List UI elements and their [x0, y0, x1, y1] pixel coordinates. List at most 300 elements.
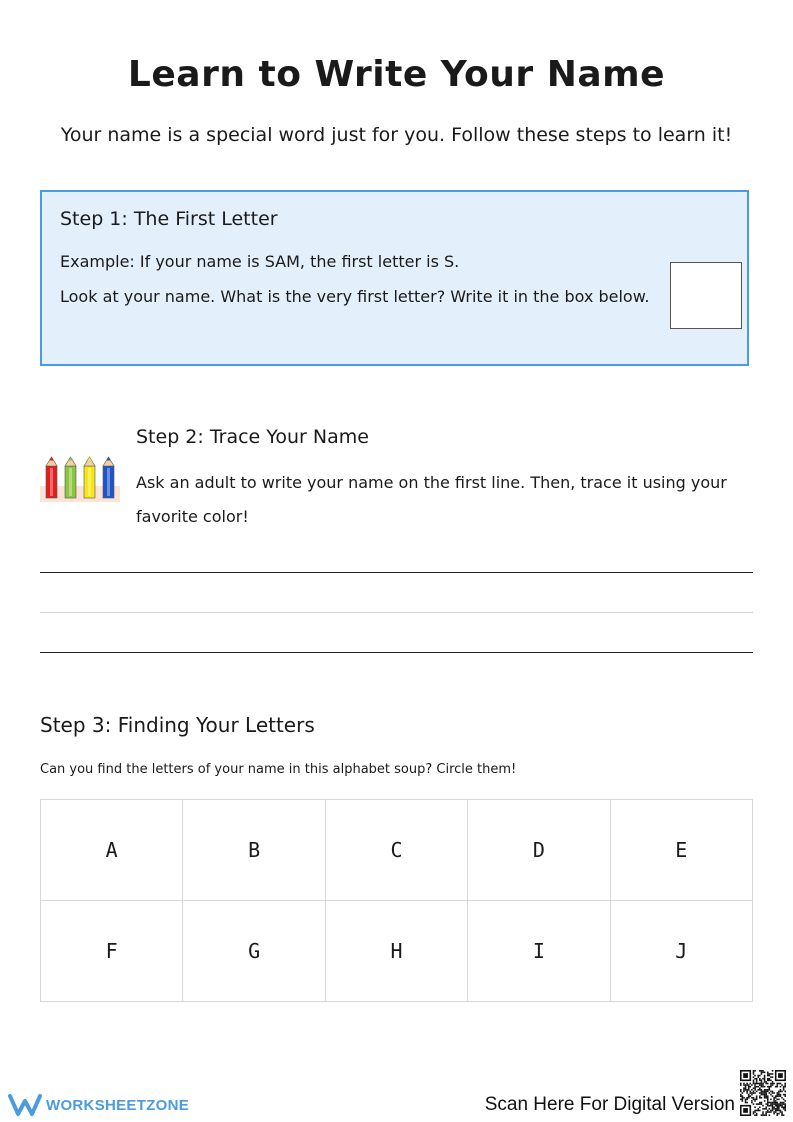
- qr-module: [772, 1083, 774, 1085]
- qr-module: [742, 1097, 744, 1099]
- qr-module: [759, 1080, 761, 1082]
- letter-cell[interactable]: B: [183, 800, 325, 901]
- qr-module: [746, 1097, 748, 1099]
- qr-module: [761, 1081, 763, 1083]
- qr-module: [784, 1106, 786, 1108]
- qr-module: [773, 1106, 775, 1108]
- first-letter-box[interactable]: [670, 262, 742, 329]
- qr-module: [745, 1084, 747, 1086]
- qr-module: [759, 1110, 761, 1112]
- step1-section: [40, 190, 749, 366]
- letter-cell[interactable]: J: [610, 901, 752, 1002]
- qr-module: [756, 1095, 758, 1097]
- trace-line-dashed: [40, 612, 753, 613]
- alphabet-soup-grid: [40, 799, 753, 1002]
- qr-module: [784, 1083, 786, 1085]
- qr-module: [759, 1084, 761, 1086]
- qr-module: [745, 1100, 747, 1102]
- qr-module: [776, 1105, 778, 1107]
- qr-module: [743, 1073, 748, 1078]
- qr-module: [767, 1102, 769, 1104]
- qr-module: [764, 1091, 766, 1093]
- qr-module: [764, 1092, 766, 1094]
- qr-module: [764, 1078, 766, 1080]
- qr-module: [778, 1073, 783, 1078]
- qr-module: [778, 1099, 780, 1101]
- qr-module: [772, 1091, 774, 1093]
- qr-module: [764, 1097, 766, 1099]
- qr-module: [769, 1114, 771, 1116]
- qr-module: [753, 1092, 755, 1094]
- qr-module: [780, 1103, 782, 1105]
- qr-module: [742, 1092, 744, 1094]
- qr-module: [748, 1084, 750, 1086]
- qr-module: [756, 1086, 758, 1088]
- qr-module: [743, 1108, 748, 1113]
- qr-module: [761, 1097, 763, 1099]
- qr-module: [783, 1106, 785, 1108]
- qr-module: [776, 1092, 778, 1094]
- qr-module: [746, 1102, 748, 1104]
- qr-module: [762, 1108, 764, 1110]
- qr-module: [781, 1105, 783, 1107]
- qr-module: [769, 1073, 771, 1075]
- qr-module: [767, 1086, 769, 1088]
- qr-module: [764, 1100, 766, 1102]
- qr-module: [770, 1103, 772, 1105]
- qr-module: [753, 1097, 755, 1099]
- qr-module: [767, 1097, 769, 1099]
- qr-module: [776, 1114, 778, 1116]
- qr-module: [784, 1108, 786, 1110]
- qr-module: [748, 1095, 750, 1097]
- qr-module: [781, 1103, 783, 1105]
- qr-module: [753, 1076, 755, 1078]
- qr-module: [764, 1094, 766, 1096]
- qr-module: [769, 1092, 771, 1094]
- step2-instruction: Ask an adult to write your name on the first line. Then, trace it using your favorite color!: [136, 473, 727, 526]
- qr-module: [762, 1094, 764, 1096]
- qr-module: [751, 1102, 753, 1104]
- qr-module: [753, 1091, 755, 1093]
- qr-module: [759, 1083, 761, 1085]
- qr-module: [753, 1072, 755, 1074]
- qr-module: [775, 1103, 777, 1105]
- step3-heading: Step 3: Finding Your Letters: [40, 713, 315, 737]
- qr-module: [759, 1089, 761, 1091]
- qr-module: [778, 1110, 780, 1112]
- qr-module: [775, 1105, 777, 1107]
- qr-module: [759, 1092, 761, 1094]
- qr-module: [750, 1095, 752, 1097]
- step1-example: Example: If your name is SAM, the first letter is S.: [60, 252, 460, 271]
- qr-module: [764, 1095, 766, 1097]
- qr-module: [780, 1095, 782, 1097]
- qr-module: [746, 1083, 748, 1085]
- qr-module: [770, 1084, 772, 1086]
- worksheetzone-logo[interactable]: [8, 1092, 189, 1118]
- qr-module: [767, 1089, 769, 1091]
- letter-cell[interactable]: C: [325, 800, 467, 901]
- qr-module: [750, 1086, 752, 1088]
- qr-module: [764, 1089, 766, 1091]
- qr-module: [769, 1089, 771, 1091]
- qr-module: [767, 1095, 769, 1097]
- qr-module: [775, 1111, 777, 1113]
- qr-module: [784, 1091, 786, 1093]
- qr-module: [765, 1091, 767, 1093]
- qr-module: [764, 1086, 766, 1088]
- qr-module: [765, 1092, 767, 1094]
- qr-module: [757, 1075, 759, 1077]
- qr-module: [753, 1070, 755, 1072]
- qr-module: [784, 1110, 786, 1112]
- qr-module: [781, 1084, 783, 1086]
- qr-module: [757, 1083, 759, 1085]
- qr-module: [772, 1084, 774, 1086]
- qr-module: [780, 1111, 782, 1113]
- qr-module: [767, 1080, 769, 1082]
- qr-module: [773, 1100, 775, 1102]
- qr-module: [748, 1097, 750, 1099]
- qr-module: [750, 1092, 752, 1094]
- qr-module: [757, 1108, 759, 1110]
- qr-module: [775, 1108, 777, 1110]
- qr-module: [776, 1113, 778, 1115]
- qr-module: [770, 1110, 772, 1112]
- qr-module: [761, 1103, 763, 1105]
- qr-module: [762, 1092, 764, 1094]
- qr-module: [745, 1087, 747, 1089]
- qr-module: [764, 1075, 766, 1077]
- qr-module: [753, 1099, 755, 1101]
- qr-module: [773, 1103, 775, 1105]
- qr-module: [772, 1106, 774, 1108]
- qr-module: [746, 1089, 748, 1091]
- trace-line-top[interactable]: [40, 572, 753, 573]
- qr-module: [772, 1073, 774, 1075]
- qr-module: [759, 1106, 761, 1108]
- qr-module: [781, 1097, 783, 1099]
- qr-module: [757, 1103, 759, 1105]
- qr-module: [756, 1097, 758, 1099]
- qr-module: [765, 1094, 767, 1096]
- qr-module: [746, 1091, 748, 1093]
- qr-module: [759, 1103, 761, 1105]
- qr-module: [753, 1111, 755, 1113]
- step1-heading: Step 1: The First Letter: [60, 208, 278, 230]
- qr-module: [775, 1102, 777, 1104]
- qr-module: [762, 1078, 764, 1080]
- qr-module: [778, 1108, 780, 1110]
- qr-module: [780, 1089, 782, 1091]
- qr-module: [762, 1091, 764, 1093]
- letter-cell[interactable]: D: [468, 800, 610, 901]
- scan-caption: Scan Here For Digital Version: [484, 1094, 735, 1115]
- qr-module: [769, 1078, 771, 1080]
- letter-cell[interactable]: F: [41, 901, 183, 1002]
- qr-module: [770, 1073, 772, 1075]
- trace-line-bottom[interactable]: [40, 652, 753, 653]
- qr-module: [761, 1080, 763, 1082]
- qr-module: [784, 1095, 786, 1097]
- qr-module: [770, 1091, 772, 1093]
- qr-module: [772, 1110, 774, 1112]
- qr-module: [775, 1100, 777, 1102]
- qr-module: [772, 1103, 774, 1105]
- qr-module: [742, 1099, 744, 1101]
- table-row: [41, 800, 753, 901]
- qr-module: [765, 1081, 767, 1083]
- qr-module: [780, 1110, 782, 1112]
- qr-module: [776, 1102, 778, 1104]
- qr-module: [765, 1089, 767, 1091]
- qr-module: [769, 1111, 771, 1113]
- qr-module: [767, 1072, 769, 1074]
- colored-pencils-icon: [40, 456, 120, 504]
- qr-module: [756, 1113, 758, 1115]
- qr-module: [767, 1103, 769, 1105]
- qr-module: [765, 1097, 767, 1099]
- qr-module: [773, 1083, 775, 1085]
- qr-module: [775, 1097, 777, 1099]
- qr-module: [753, 1113, 755, 1115]
- qr-module: [783, 1087, 785, 1089]
- qr-module: [781, 1091, 783, 1093]
- qr-module: [767, 1078, 769, 1080]
- qr-module: [748, 1087, 750, 1089]
- qr-module: [762, 1113, 764, 1115]
- qr-module: [751, 1094, 753, 1096]
- qr-module: [784, 1084, 786, 1086]
- qr-module: [761, 1070, 763, 1072]
- qr-module: [780, 1102, 782, 1104]
- qr-module: [740, 1083, 742, 1085]
- qr-module: [754, 1089, 756, 1091]
- qr-module: [776, 1099, 778, 1101]
- qr-module: [765, 1113, 767, 1115]
- qr-module: [753, 1103, 755, 1105]
- qr-module: [764, 1114, 766, 1116]
- qr-code-icon[interactable]: [740, 1070, 786, 1116]
- qr-module: [756, 1099, 758, 1101]
- qr-module: [745, 1086, 747, 1088]
- qr-module: [770, 1080, 772, 1082]
- qr-module: [743, 1083, 745, 1085]
- qr-module: [764, 1076, 766, 1078]
- qr-module: [769, 1075, 771, 1077]
- qr-module: [770, 1102, 772, 1104]
- qr-module: [751, 1097, 753, 1099]
- qr-module: [740, 1089, 742, 1091]
- qr-module: [783, 1102, 785, 1104]
- qr-module: [743, 1089, 745, 1091]
- qr-module: [762, 1105, 764, 1107]
- qr-module: [761, 1102, 763, 1104]
- qr-module: [764, 1072, 766, 1074]
- page-title: Learn to Write Your Name: [127, 54, 666, 95]
- qr-module: [754, 1100, 756, 1102]
- qr-module: [783, 1094, 785, 1096]
- qr-module: [770, 1083, 772, 1085]
- qr-module: [753, 1073, 755, 1075]
- qr-module: [765, 1106, 767, 1108]
- qr-module: [773, 1099, 775, 1101]
- qr-module: [764, 1081, 766, 1083]
- qr-module: [775, 1086, 777, 1088]
- qr-module: [769, 1108, 771, 1110]
- qr-module: [745, 1099, 747, 1101]
- qr-module: [780, 1094, 782, 1096]
- qr-module: [762, 1083, 764, 1085]
- qr-module: [751, 1084, 753, 1086]
- qr-module: [772, 1081, 774, 1083]
- qr-module: [751, 1092, 753, 1094]
- qr-module: [757, 1110, 759, 1112]
- qr-module: [746, 1084, 748, 1086]
- logo-w-icon: [8, 1093, 42, 1117]
- qr-module: [770, 1094, 772, 1096]
- qr-module: [783, 1103, 785, 1105]
- letter-cell[interactable]: H: [325, 901, 467, 1002]
- qr-module: [761, 1089, 763, 1091]
- qr-module: [750, 1083, 752, 1085]
- qr-module: [773, 1102, 775, 1104]
- qr-module: [784, 1086, 786, 1088]
- qr-module: [767, 1073, 769, 1075]
- qr-module: [756, 1110, 758, 1112]
- qr-module: [756, 1080, 758, 1082]
- qr-module: [781, 1106, 783, 1108]
- step2-heading: Step 2: Trace Your Name: [136, 426, 369, 448]
- qr-module: [762, 1072, 764, 1074]
- qr-module: [754, 1075, 756, 1077]
- qr-module: [772, 1102, 774, 1104]
- qr-module: [767, 1091, 769, 1093]
- qr-module: [783, 1108, 785, 1110]
- qr-module: [776, 1083, 778, 1085]
- qr-module: [772, 1105, 774, 1107]
- qr-module: [776, 1095, 778, 1097]
- qr-module: [764, 1108, 766, 1110]
- qr-module: [765, 1083, 767, 1085]
- qr-module: [743, 1091, 745, 1093]
- qr-module: [775, 1110, 777, 1112]
- qr-module: [778, 1106, 780, 1108]
- qr-module: [754, 1110, 756, 1112]
- qr-module: [784, 1103, 786, 1105]
- qr-module: [773, 1092, 775, 1094]
- qr-module: [764, 1080, 766, 1082]
- qr-module: [784, 1105, 786, 1107]
- qr-module: [767, 1110, 769, 1112]
- qr-module: [740, 1091, 742, 1093]
- qr-module: [781, 1102, 783, 1104]
- qr-module: [783, 1099, 785, 1101]
- qr-module: [748, 1094, 750, 1096]
- qr-module: [776, 1094, 778, 1096]
- qr-module: [780, 1086, 782, 1088]
- qr-module: [754, 1078, 756, 1080]
- qr-module: [770, 1105, 772, 1107]
- qr-module: [762, 1114, 764, 1116]
- qr-module: [767, 1075, 769, 1077]
- qr-module: [754, 1084, 756, 1086]
- qr-module: [778, 1105, 780, 1107]
- qr-module: [759, 1102, 761, 1104]
- qr-module: [743, 1097, 745, 1099]
- qr-module: [754, 1111, 756, 1113]
- qr-module: [756, 1083, 758, 1085]
- qr-module: [746, 1099, 748, 1101]
- qr-module: [753, 1080, 755, 1082]
- qr-module: [765, 1111, 767, 1113]
- letter-cell[interactable]: I: [468, 901, 610, 1002]
- qr-module: [767, 1100, 769, 1102]
- qr-module: [780, 1105, 782, 1107]
- pencil-shine: [88, 468, 91, 496]
- qr-module: [740, 1095, 742, 1097]
- qr-module: [754, 1070, 756, 1072]
- qr-module: [776, 1084, 778, 1086]
- qr-module: [765, 1114, 767, 1116]
- qr-module: [743, 1084, 745, 1086]
- qr-module: [761, 1086, 763, 1088]
- qr-module: [754, 1087, 756, 1089]
- qr-module: [762, 1070, 764, 1072]
- qr-module: [778, 1113, 780, 1115]
- qr-module: [762, 1086, 764, 1088]
- qr-module: [772, 1108, 774, 1110]
- page-subtitle: Your name is a special word just for you. Follow these steps to learn it!: [60, 124, 733, 146]
- qr-module: [769, 1105, 771, 1107]
- qr-module: [742, 1095, 744, 1097]
- letter-cell[interactable]: G: [183, 901, 325, 1002]
- qr-module: [757, 1089, 759, 1091]
- qr-module: [762, 1084, 764, 1086]
- qr-module: [775, 1095, 777, 1097]
- qr-module: [773, 1108, 775, 1110]
- qr-module: [759, 1097, 761, 1099]
- pencil-shine: [107, 468, 110, 496]
- qr-module: [765, 1095, 767, 1097]
- qr-module: [759, 1078, 761, 1080]
- qr-module: [753, 1087, 755, 1089]
- qr-module: [742, 1100, 744, 1102]
- step1-instruction: Look at your name. What is the very first letter? Write it in the box below.: [60, 287, 650, 306]
- letter-cell[interactable]: A: [41, 800, 183, 901]
- qr-module: [776, 1110, 778, 1112]
- qr-module: [770, 1111, 772, 1113]
- qr-module: [759, 1075, 761, 1077]
- qr-module: [761, 1083, 763, 1085]
- qr-module: [753, 1083, 755, 1085]
- qr-module: [783, 1114, 785, 1116]
- qr-module: [772, 1092, 774, 1094]
- qr-module: [767, 1105, 769, 1107]
- qr-module: [765, 1103, 767, 1105]
- qr-module: [778, 1091, 780, 1093]
- qr-module: [754, 1106, 756, 1108]
- qr-module: [778, 1083, 780, 1085]
- qr-module: [776, 1086, 778, 1088]
- letter-cell[interactable]: E: [610, 800, 752, 901]
- qr-module: [751, 1089, 753, 1091]
- qr-module: [754, 1099, 756, 1101]
- qr-module: [761, 1092, 763, 1094]
- qr-module: [761, 1072, 763, 1074]
- qr-module: [745, 1089, 747, 1091]
